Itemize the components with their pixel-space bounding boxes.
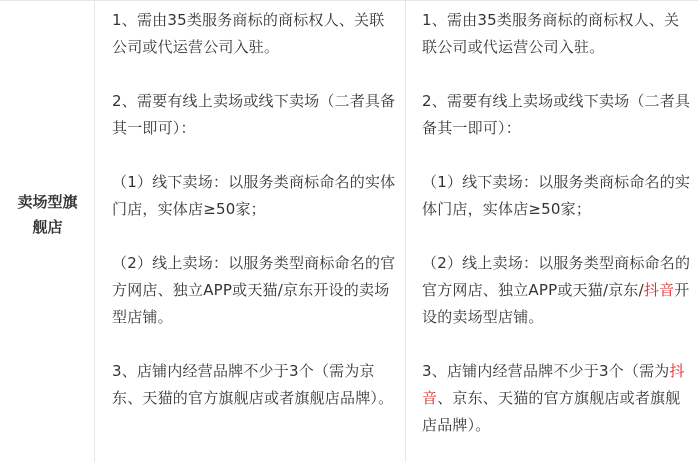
requirement-2-2-text-a: （2）线上卖场：以服务类型商标命名的官方网店、独立APP或天猫/京东/ <box>422 254 691 299</box>
requirement-1: 1、需由35类服务商标的商标权人、关联公司或代运营公司入驻。 <box>422 11 680 56</box>
highlight-douyin: 抖音 <box>643 281 675 299</box>
row-label-line1: 卖场型旗 <box>17 193 78 211</box>
requirement-2-1: （1）线下卖场：以服务类商标命名的实体门店，实体店≥50家； <box>422 173 691 218</box>
row-label-cell <box>0 1 95 462</box>
requirements-text-left <box>112 7 397 439</box>
requirement-2: 2、需要有线上卖场或线下卖场（二者具备其一即可）： <box>422 92 691 137</box>
requirement-3 <box>422 358 692 439</box>
row-label-line2: 舰店 <box>32 218 63 236</box>
highlight-douyin: 抖音 <box>422 362 685 407</box>
row-label <box>0 190 95 240</box>
requirements-text-right <box>422 7 692 466</box>
requirement-2: 2、需要有线上卖场或线下卖场（二者具备其一即可）： <box>112 92 396 137</box>
requirements-cell-right <box>406 1 698 462</box>
requirement-2-1: （1）线下卖场：以服务类商标命名的实体门店，实体店≥50家； <box>112 173 396 218</box>
requirement-2-2-text-b: 开设的卖场型店铺。 <box>422 281 690 326</box>
requirement-3-text-a: 3、店铺内经营品牌不少于3个（需为 <box>422 362 670 380</box>
requirement-3-text-b: 、京东、天猫的官方旗舰店或者旗舰店品牌）。 <box>422 389 681 434</box>
requirement-2-2: （2）线上卖场：以服务类型商标命名的官方网店、独立APP或天猫/京东开设的卖场型店铺。 <box>112 254 396 326</box>
requirement-1: 1、需由35类服务商标的商标权人、关联公司或代运营公司入驻。 <box>112 11 385 56</box>
requirement-2-2 <box>422 250 692 331</box>
requirements-cell-left <box>95 1 406 462</box>
requirement-3: 3、店铺内经营品牌不少于3个（需为京东、天猫的官方旗舰店或者旗舰店品牌）。 <box>112 362 394 407</box>
